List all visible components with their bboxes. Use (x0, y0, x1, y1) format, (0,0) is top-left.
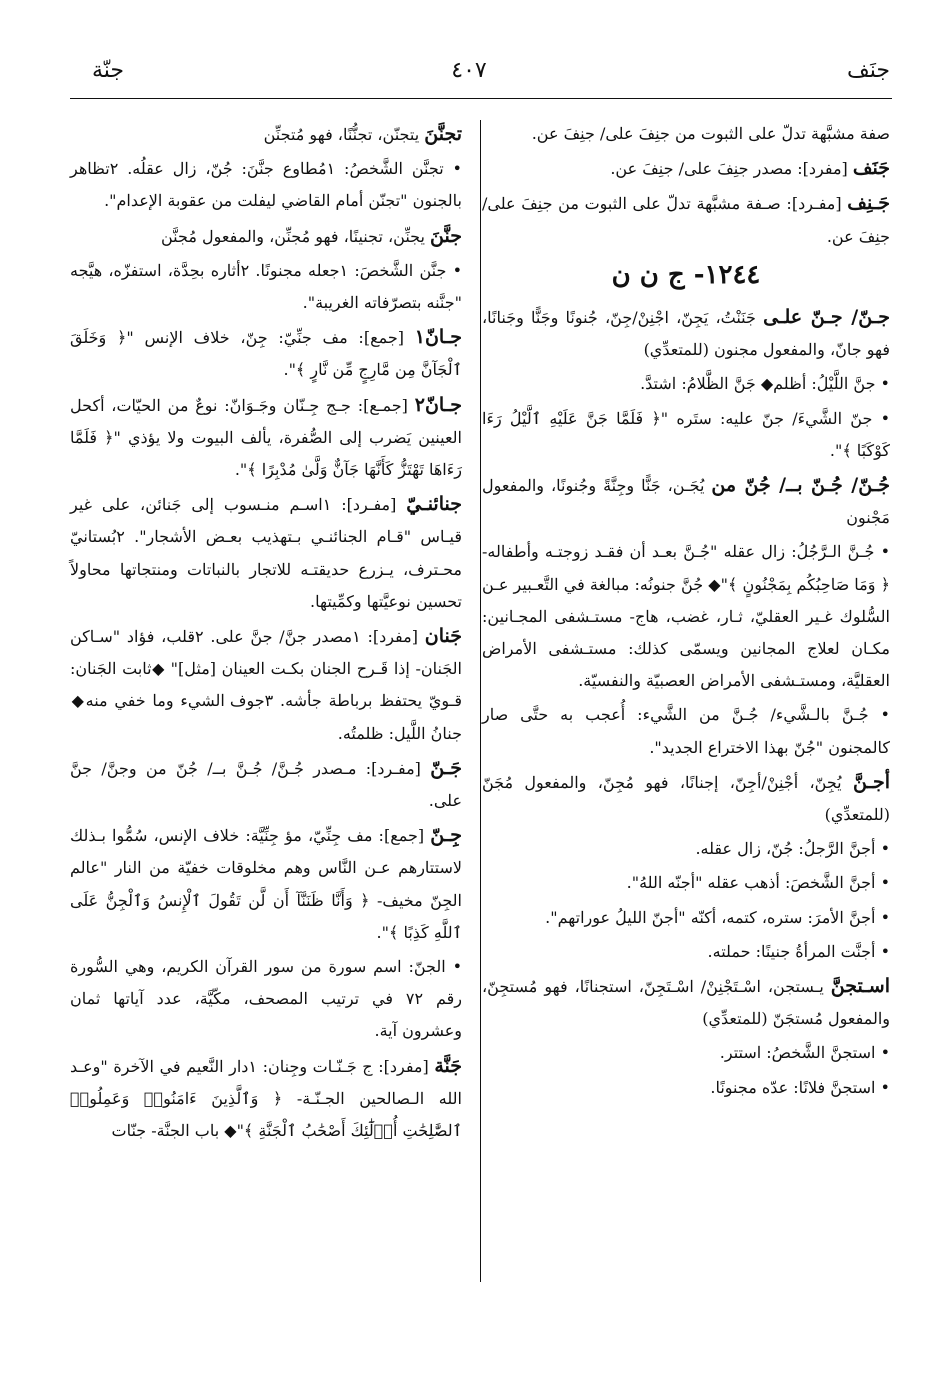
headword: تجنَّنَ (424, 123, 462, 145)
page-header (0, 0, 938, 100)
headword: أجـنَّ (852, 770, 890, 793)
entry-text: [مفرد]: مصدر جنِفَ على/ جنِفَ عن. (610, 159, 848, 179)
entry-text: • أجنَّ الأمرَ: ستره، كتمه، أكنّه "أجنّ الليلُ عوراتهم". (545, 907, 890, 927)
dictionary-entry (70, 389, 462, 487)
headword: جَنَّة (434, 1054, 463, 1077)
entry-text: • الجنّ: اسم سورة من سور القرآن الكريم، وهي السُّورة رقم ٧٢ في ترتيب المصحف، مكّيَّة، عدد آياتها ثمان وعشرون آية. (70, 957, 462, 1041)
headword: جنائنـيّ (406, 493, 462, 516)
entry-text: يُجِنّ، أجْنِنْ/أجِنّ، إجنانًا، فهو مُجِنّ، والمفعول مُجَنّ (للمتعدِّي) (482, 772, 890, 825)
dictionary-entry (482, 833, 890, 865)
dictionary-entry (482, 1072, 890, 1104)
entry-text: • جنَّ اللَّيْلُ: أظلم◆ جَنَّ الظَّلامُ: اشتدَّ. (640, 374, 890, 394)
headword: جُـنّ/ جُـنّ بــ/ جُنّ من (711, 474, 890, 497)
headword: جَـنّ (430, 756, 463, 779)
entry-text: [مفـرد]: ١اسـم منـسوب إلى جَنائن، على غير قيـاس "قـام الجنائنـي بـتهذيب بعـض الأشجار". ٢بُستانيّ محـترف، يـزرع حديقتـه للاتجار بالنباتات ومنتجاتها محاولاً تحسين نوعيَّتها وكمِّيتها. (70, 495, 462, 611)
entry-text: • جنَّن الشَّخصَ: ١جعله مجنونًا. ٢أثاره بحِدَّة، استفزّه، هيَّجه "جنَّنه بتصرّفاته الغريبة". (70, 260, 463, 313)
entry-text: [مفـرد]: صـفة مشبَّهة تدلّ على الثبوت من جنِفَ على/ جنِفَ عن. (482, 194, 890, 246)
entry-text: يـستجن، اسْـتَجْنِنْ/ اسْـتَجِنّ، استجنانًا، فهو مُستجِنّ، والمفعول مُستجَنّ (للمتعدِّي) (482, 977, 890, 1029)
entry-text: [مفـرد]: مـصدر جُـنَّ/ جُـنَّ بــ/ جُنّ من وجنَّ/ جنَّ على. (70, 758, 462, 811)
running-head-right: جنَف (846, 58, 890, 83)
dictionary-entry (482, 867, 890, 899)
entry-text: [مفرد]: ١مصدر جنَّ/ جنَّ على. ٢قلب، فؤاد "سـاكن الجَنان- إذا قَـرح الجنان بكـت العينان [مثل]" ◆ثابت الجَنان: قـويّ يحتفظ برباطة جأشه. ٣جوف الشيء وما خفي منه◆ جنانُ اللَّيل: ظلمتُه. (70, 627, 463, 743)
dictionary-entry (70, 321, 462, 386)
dictionary-entry (482, 118, 890, 150)
headword: جِـنّ (430, 824, 462, 847)
dictionary-entry (70, 951, 462, 1048)
entry-text: • تجنَّن الشَّخصُ: ١مُطاوع جنَّنَ: جُنّ، زال عقلُه. ٢تظاهر بالجنون "تجنّن أمام القاضي ليفلت من عقوبة الإعدام". (70, 159, 462, 211)
dictionary-entry (70, 153, 462, 217)
headword: اسـتجنَّ (830, 975, 890, 998)
entry-text: • أجنَّت المرأةُ جنينًا: حملته. (707, 941, 890, 961)
dictionary-entry (482, 902, 890, 934)
dictionary-entry (482, 469, 890, 534)
dictionary-entry (482, 187, 890, 252)
headword: جَـنِف (847, 192, 891, 215)
dictionary-entry (70, 488, 462, 618)
dictionary-entry (482, 152, 890, 185)
left-column (70, 118, 462, 1282)
headword: جـانّ٢ (414, 393, 463, 416)
dictionary-entry (482, 766, 890, 831)
entry-text: يتجنّن، تجنُّنًا، فهو مُتجنِّن (263, 125, 420, 144)
dictionary-entry (482, 699, 890, 763)
dictionary-entry (482, 936, 890, 968)
dictionary-entry (70, 620, 462, 750)
right-column (482, 118, 890, 1282)
entry-text: • استجنَّ فلانًا: عدّه مجنونًا. (710, 1077, 890, 1097)
entry-text: يجنِّن، تجنينًا، فهو مُجنِّن، والمفعول مُجنَّن (161, 226, 425, 246)
entry-text: • جنّ الشَّيءَ/ جنّ عليه: ستَره "﴿ فَلَمَّا جَنَّ عَلَيْهِ ٱلَّيْلُ رَءَا كَوْكَبًا ﴾". (482, 408, 890, 460)
dictionary-entry (70, 1050, 462, 1148)
entry-text: • أجنَّ الرَّجلُ: جُنّ، زال عقله. (695, 839, 890, 859)
root-section-title: ١٢٤٤- ج ن ن (611, 259, 761, 290)
dictionary-entry (70, 819, 462, 949)
headword: جنَّنَ (430, 224, 462, 247)
entry-text: [جمع]: مف جنِّيّ: جِنّ، خلاف الإنس "﴿ وَخَلَقَ ٱلْجَآنَّ مِن مَّارِجٍ مِّن نَّارٍ ﴾". (70, 328, 462, 380)
entry-text: • استجنَّ الشَّخصُ: استتر. (719, 1043, 890, 1063)
entry-text: [مفرد]: ج جَـنّـات وجِنان: ١دار النَّعيم في الآخرة "وعـد الله الـصالحين الجـنّـة- ﴿ وَٱلَّذِينَ ءَامَنُوا۟ وَعَمِلُوا۟ ٱلصَّٰلِحَٰتِ أُو۟لَٰٓئِكَ أَصْحَٰبُ ٱلْجَنَّةِ ﴾"◆ باب الجنَّة- جنّات (70, 1056, 462, 1141)
dictionary-entry (482, 368, 890, 400)
entry-text: [جمـع]: جـج جِـنّان وجَـوَانّ: نوعٌ من الحيّات، أكحل العينين يَضرب إلى الصُّفرة، يألف البيوت ولا يؤذي "﴿ فَلَمَّا رَءَاهَا تَهْتَزُّ كَأَنَّهَا جَآنٌّ وَلَّىٰ مُدْبِرًا ﴾". (70, 395, 462, 480)
headword: جَنان (424, 625, 462, 648)
dictionary-entry (70, 220, 462, 253)
dictionary-entry (70, 118, 462, 151)
dictionary-entry (482, 301, 890, 366)
column-divider (480, 120, 481, 1282)
header-rule (70, 98, 892, 99)
headword: جَنَف (852, 157, 890, 180)
headword: جـانّ١ (414, 326, 462, 349)
dictionary-entry (482, 536, 890, 697)
running-head-left: جنّة (92, 58, 125, 83)
dictionary-entry (70, 255, 462, 319)
page-number: ٤٠٧ (451, 58, 487, 83)
entry-text: • أجنَّ الشَّخصَ: أذهب عقله "أجنّه اللهُ". (626, 873, 890, 893)
dictionary-entry (70, 752, 462, 817)
entry-text: يُجَـن، جَنًّا وجِنَّةً وجُنونًا، والمفعول مَجْنون (482, 476, 890, 528)
entry-text: [جمع]: مف جِنِّيّ، مؤ جِنِّيَّة: خلاف الإنس، سُمُّوا بـذلك لاستتارهم عـن النَّاس وهم مخلوقات خفيّة من النار "عالم الجِنّ مخيف- ﴿ وَأَنَّا ظَنَنَّآ أَن لَّن تَقُولَ ٱلْإِنسُ وَٱلْجِنُّ عَلَى ٱللَّهِ كَذِبًا ﴾". (70, 826, 462, 942)
dictionary-entry (482, 970, 890, 1035)
entry-text: جَنَنْتُ، يَجِنّ، اجْنِنْ/جِنّ، جُنونًا وجَنًّا وجَنانًا، فهو جانّ، والمفعول مجنون (للمتعدِّي) (482, 308, 890, 360)
entry-text: • جُـنَّ بالـشَّيء/ جُـنَّ من الشَّيء: أُعجب به حتَّى صار كالمجنون "جُنّ بهذا الاختراع الجديد". (482, 705, 890, 757)
entry-text: • جُـنَّ الـرَّجُلُ: زال عقله "جُـنَّ بعـد أن فقـد زوجتـه وأطفاله- ﴿ وَمَا صَاحِبُكُم بِمَجْنُونٍ ﴾"◆ جُنَّ جنونُه: مبالغة في التَّعـبير عـن السُّلوك غـير العقليّ، ثـار، غضب، هاج- مستـشفى المجـانين: مكـان لعلاج المجانين ويسمّى كذلك: مستـشفى الأمراض العقليَّة، ومستـشفى الأمراض العصبيّة والنفسيّة. (482, 542, 891, 691)
entry-text: صفة مشبَّهة تدلّ على الثبوت من جنِفَ على/ جنِفَ عن. (531, 124, 890, 143)
dictionary-entry (482, 1037, 890, 1069)
headword: جـنّ/ جـنّ علـى (763, 306, 891, 329)
dictionary-entry (482, 403, 890, 467)
